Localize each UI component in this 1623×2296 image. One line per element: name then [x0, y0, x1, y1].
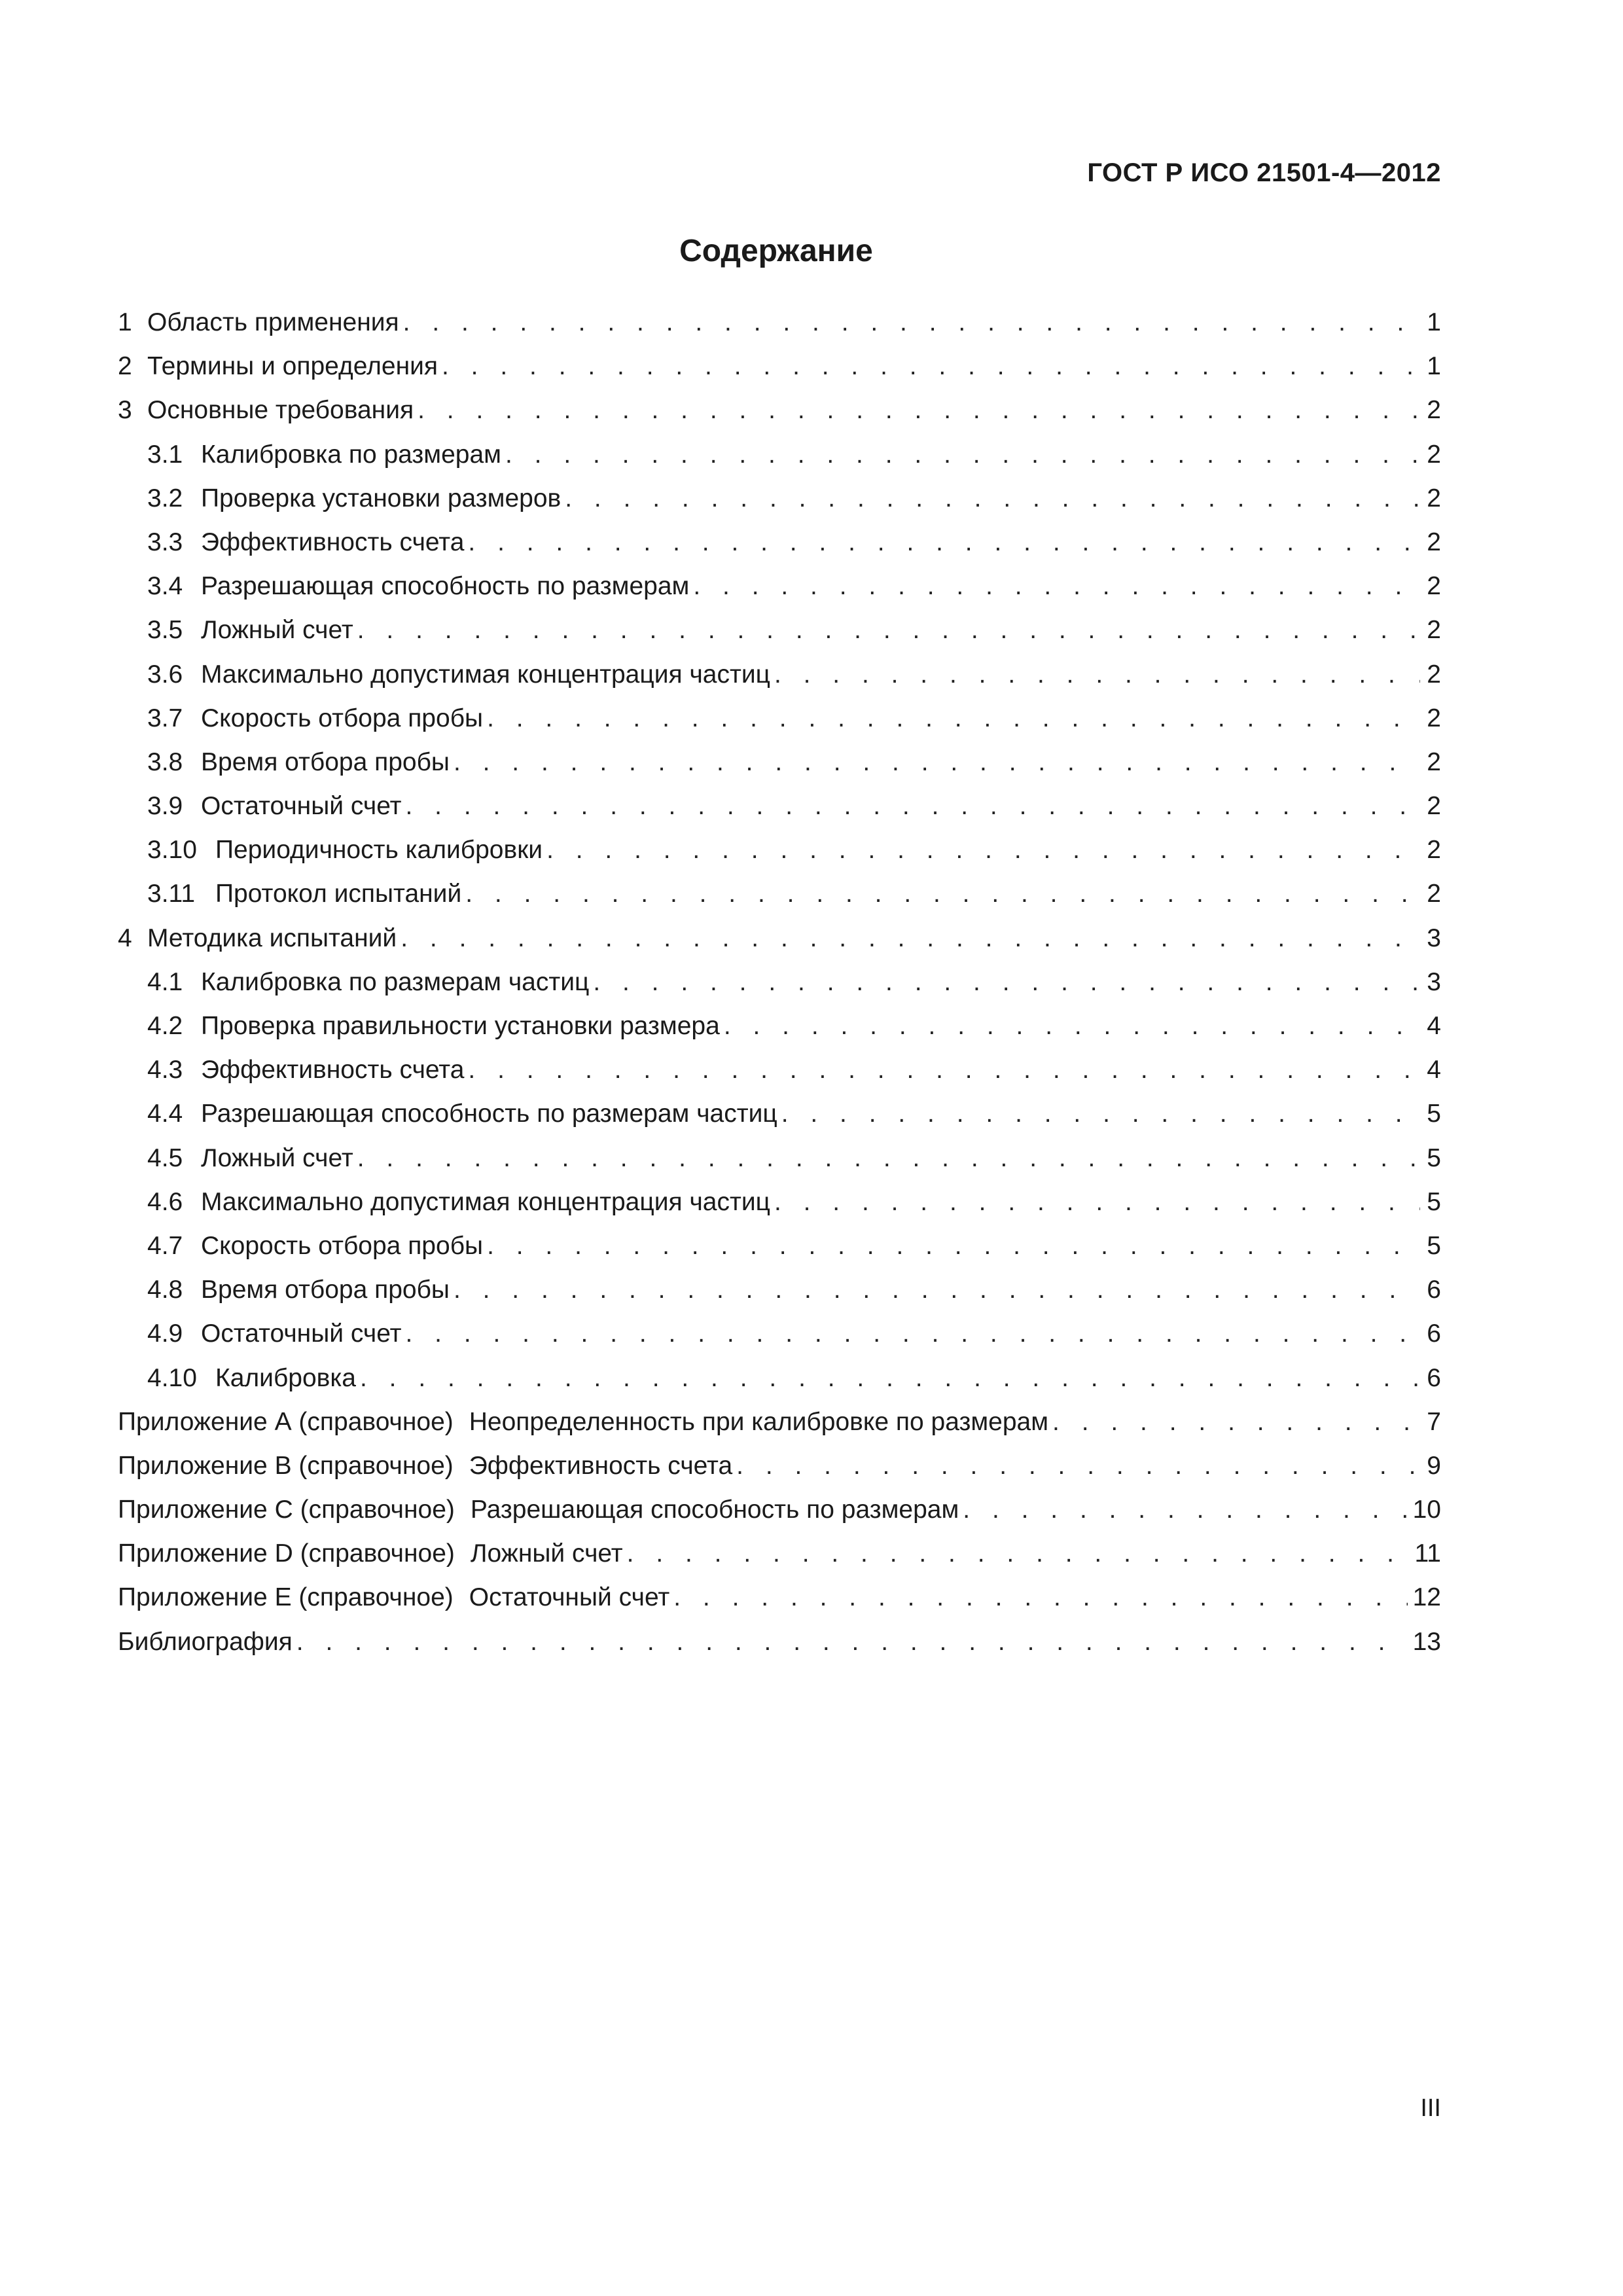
toc-entry — [118, 353, 1441, 397]
toc-entry — [118, 1233, 1441, 1277]
toc-entry-page: 2 — [1427, 881, 1441, 908]
dot-leader — [487, 1233, 1420, 1259]
toc-entry-number: Приложение В (справочное) — [118, 1452, 454, 1480]
table-of-contents — [118, 310, 1441, 1673]
toc-entry-page: 5 — [1427, 1101, 1441, 1128]
toc-entry — [118, 749, 1441, 793]
toc-entry-page: 1 — [1427, 353, 1441, 381]
dot-leader — [724, 1013, 1420, 1039]
toc-entry-number: 4.8 — [147, 1277, 183, 1304]
toc-entry-page: 2 — [1427, 485, 1441, 512]
toc-entry-title: Разрешающая способность по размерам — [201, 573, 690, 601]
toc-entry-number: 4.5 — [147, 1145, 183, 1172]
toc-entry — [118, 1013, 1441, 1057]
dot-leader — [781, 1101, 1420, 1126]
toc-entry-page: 2 — [1427, 573, 1441, 601]
toc-entry-number: Приложение Е (справочное) — [118, 1585, 454, 1612]
toc-entry-page: 2 — [1427, 837, 1441, 865]
toc-entry-number: 3.7 — [147, 705, 183, 732]
toc-entry-page: 2 — [1427, 749, 1441, 776]
toc-entry — [118, 1629, 1441, 1673]
toc-entry-number: 4.9 — [147, 1321, 183, 1348]
toc-entry-title: Область применения — [147, 310, 399, 336]
toc-entry-page: 3 — [1427, 925, 1441, 952]
dot-leader — [454, 1277, 1420, 1302]
toc-entry — [118, 397, 1441, 441]
toc-entry-number: 3.8 — [147, 749, 183, 776]
toc-entry — [118, 617, 1441, 661]
toc-entry — [118, 1145, 1441, 1189]
toc-entry-title: Основные требования — [147, 397, 414, 425]
toc-entry-page: 2 — [1427, 441, 1441, 469]
toc-entry-title: Разрешающая способность по размерам частиц — [201, 1101, 777, 1128]
toc-entry-page: 2 — [1427, 661, 1441, 689]
toc-entry-title: Термины и определения — [147, 353, 438, 381]
dot-leader — [296, 1629, 1408, 1655]
toc-entry-number: 3.2 — [147, 485, 183, 512]
dot-leader — [360, 1365, 1420, 1391]
dot-leader — [736, 1453, 1420, 1479]
toc-entry-page: 10 — [1412, 1497, 1441, 1524]
toc-entry-title: Остаточный счет — [201, 793, 402, 821]
toc-entry-title: Калибровка по размерам частиц — [201, 969, 590, 996]
toc-entry-number: 4.7 — [147, 1232, 183, 1260]
toc-entry-number: 3 — [118, 397, 132, 425]
toc-entry-title: Ложный счет — [470, 1541, 623, 1568]
toc-entry-page: 2 — [1427, 529, 1441, 556]
toc-entry-title: Проверка установки размеров — [201, 485, 562, 512]
toc-entry — [118, 1365, 1441, 1409]
dot-leader — [468, 1057, 1420, 1083]
dot-leader — [593, 969, 1420, 995]
toc-entry-number: 3.4 — [147, 573, 183, 601]
toc-entry-number: 3.3 — [147, 529, 183, 556]
toc-entry-page: 2 — [1427, 397, 1441, 425]
dot-leader — [357, 1145, 1420, 1171]
dot-leader — [693, 573, 1420, 599]
toc-entry-page: 2 — [1427, 705, 1441, 732]
toc-entry-title: Максимально допустимая концентрация частиц — [201, 1189, 770, 1216]
toc-entry-page: 4 — [1427, 1057, 1441, 1085]
dot-leader — [406, 1321, 1421, 1346]
toc-entry-number: 1 — [118, 310, 132, 336]
toc-entry-title: Проверка правильности установки размера — [201, 1013, 720, 1040]
toc-entry-page: 5 — [1427, 1145, 1441, 1172]
toc-entry — [118, 793, 1441, 837]
toc-entry-page: 6 — [1427, 1365, 1441, 1392]
toc-entry — [118, 1277, 1441, 1321]
toc-entry-page: 12 — [1412, 1585, 1441, 1612]
toc-entry-title: Протокол испытаний — [215, 881, 462, 908]
toc-entry-title: Остаточный счет — [201, 1321, 402, 1348]
toc-entry-title: Эффективность счета — [201, 529, 465, 556]
dot-leader — [465, 881, 1420, 906]
toc-entry-title: Разрешающая способность по размерам — [470, 1497, 959, 1524]
toc-entry-number: 4.6 — [147, 1189, 183, 1216]
toc-entry-number: 2 — [118, 353, 132, 381]
toc-entry — [118, 1453, 1441, 1497]
dot-leader — [546, 837, 1420, 863]
toc-entry — [118, 1585, 1441, 1628]
toc-entry-title: Периодичность калибровки — [215, 837, 543, 865]
toc-entry-title: Методика испытаний — [147, 925, 397, 952]
dot-leader — [565, 486, 1420, 511]
dot-leader — [505, 442, 1420, 467]
dot-leader — [454, 749, 1420, 775]
toc-entry-number: 4.2 — [147, 1013, 183, 1040]
toc-entry-number: 3.11 — [147, 881, 196, 908]
dot-leader — [627, 1541, 1410, 1566]
toc-entry — [118, 969, 1441, 1013]
toc-entry-number: 3.9 — [147, 793, 183, 821]
toc-entry-title: Ложный счет — [201, 1145, 353, 1172]
toc-entry-page: 6 — [1427, 1321, 1441, 1348]
toc-entry-title: Скорость отбора пробы — [201, 1232, 484, 1260]
toc-entry — [118, 573, 1441, 617]
toc-entry-number: 4.1 — [147, 969, 183, 996]
toc-entry-number: 3.6 — [147, 661, 183, 689]
toc-entry-title: Максимально допустимая концентрация частиц — [201, 661, 770, 689]
toc-entry-number: Приложение А (справочное) — [118, 1408, 454, 1436]
toc-entry — [118, 1409, 1441, 1453]
dot-leader — [442, 353, 1420, 379]
toc-entry-number: 4.3 — [147, 1057, 183, 1085]
toc-entry — [118, 662, 1441, 706]
toc-entry-page: 9 — [1427, 1452, 1441, 1480]
page-number: III — [1420, 2094, 1441, 2122]
toc-entry — [118, 706, 1441, 749]
toc-entry-page: 5 — [1427, 1189, 1441, 1216]
toc-entry-page: 6 — [1427, 1277, 1441, 1304]
toc-entry-title: Калибровка по размерам — [201, 441, 501, 469]
toc-entry — [118, 1189, 1441, 1233]
toc-entry-title: Эффективность счета — [469, 1452, 733, 1480]
toc-entry-title: Ложный счет — [201, 617, 353, 645]
dot-leader — [357, 617, 1420, 643]
dot-leader — [774, 1189, 1420, 1215]
toc-entry-number: 4 — [118, 925, 132, 952]
dot-leader — [403, 310, 1420, 335]
dot-leader — [963, 1497, 1407, 1522]
toc-entry — [118, 1057, 1441, 1101]
toc-entry-number: Приложение D (справочное) — [118, 1541, 455, 1568]
toc-entry — [118, 837, 1441, 881]
dot-leader — [1052, 1409, 1420, 1435]
toc-entry-title: Неопределенность при калибровке по размерам — [469, 1408, 1049, 1436]
toc-entry-page: 4 — [1427, 1013, 1441, 1040]
toc-entry — [118, 1541, 1441, 1585]
page-title: Содержание — [679, 234, 873, 268]
toc-entry-title: Время отбора пробы — [201, 1277, 450, 1304]
toc-entry-page: 3 — [1427, 969, 1441, 996]
toc-entry-number: 3.5 — [147, 617, 183, 645]
toc-entry-number: 4.10 — [147, 1365, 197, 1392]
toc-entry — [118, 1497, 1441, 1541]
dot-leader — [468, 529, 1420, 555]
toc-entry — [118, 310, 1441, 353]
toc-entry — [118, 1321, 1441, 1365]
toc-entry-number: 3.1 — [147, 441, 183, 469]
toc-entry-title: Калибровка — [215, 1365, 356, 1392]
dot-leader — [401, 925, 1420, 951]
dot-leader — [418, 397, 1420, 423]
toc-entry — [118, 442, 1441, 486]
toc-entry-page: 1 — [1427, 310, 1441, 336]
dot-leader — [406, 793, 1421, 819]
document-code: ГОСТ Р ИСО 21501-4—2012 — [1087, 158, 1441, 187]
dot-leader — [487, 706, 1420, 731]
toc-entry-page: 5 — [1427, 1232, 1441, 1260]
toc-entry — [118, 925, 1441, 969]
toc-entry — [118, 486, 1441, 529]
dot-leader — [774, 662, 1420, 687]
toc-entry-page: 7 — [1427, 1408, 1441, 1436]
toc-entry-title: Остаточный счет — [469, 1585, 670, 1612]
toc-entry — [118, 881, 1441, 925]
toc-entry-page: 13 — [1412, 1628, 1441, 1656]
toc-entry-title: Скорость отбора пробы — [201, 705, 484, 732]
toc-entry-page: 2 — [1427, 793, 1441, 821]
dot-leader — [673, 1585, 1407, 1610]
toc-entry — [118, 529, 1441, 573]
toc-entry-page: 2 — [1427, 617, 1441, 645]
toc-entry — [118, 1101, 1441, 1145]
toc-entry-title: Эффективность счета — [201, 1057, 465, 1085]
toc-entry-title: Библиография — [118, 1628, 293, 1656]
toc-entry-number: 3.10 — [147, 837, 197, 865]
toc-entry-number: 4.4 — [147, 1101, 183, 1128]
toc-entry-page: 11 — [1414, 1541, 1441, 1568]
toc-entry-title: Время отбора пробы — [201, 749, 450, 776]
toc-entry-number: Приложение С (справочное) — [118, 1497, 455, 1524]
